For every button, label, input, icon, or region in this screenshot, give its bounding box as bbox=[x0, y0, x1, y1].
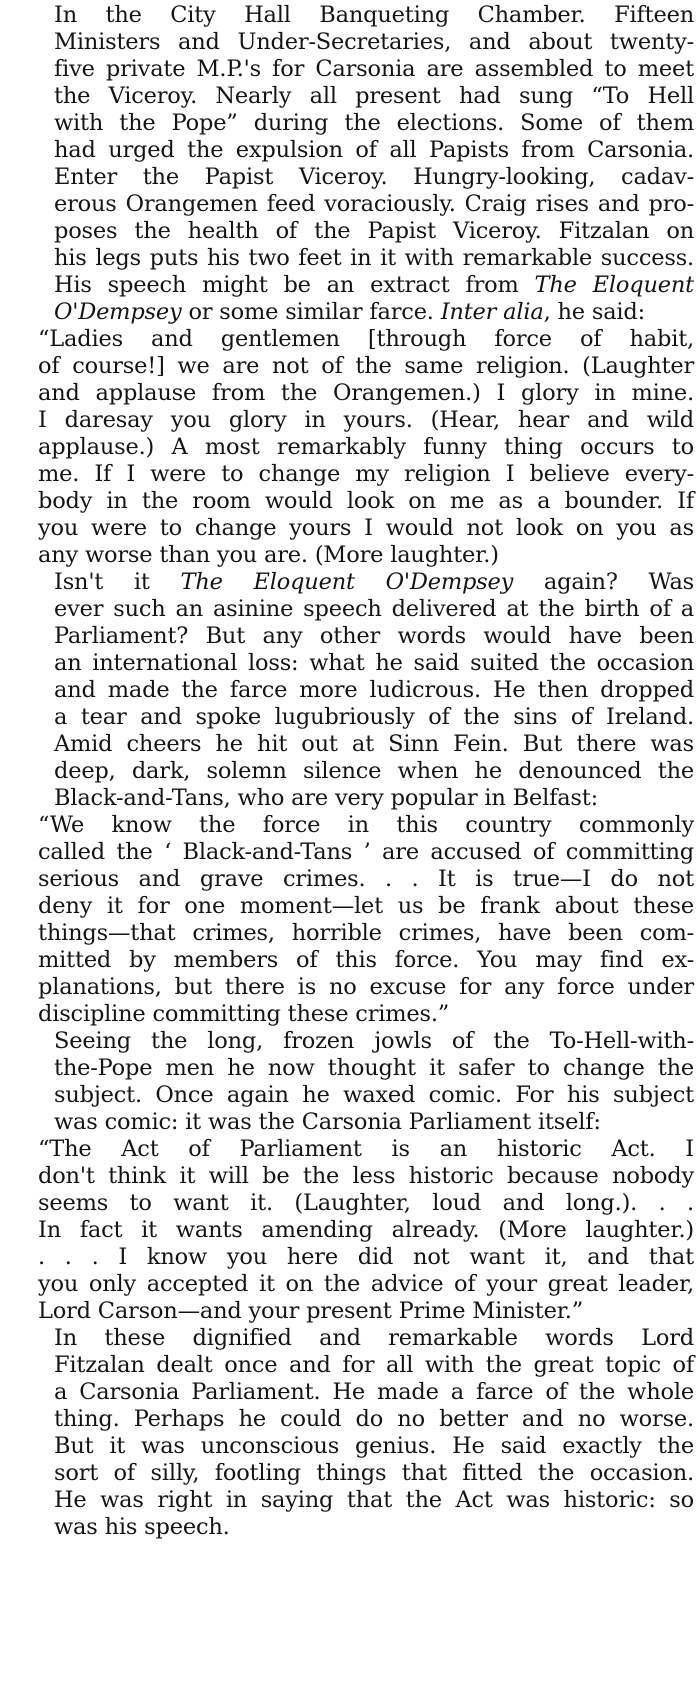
text-line: a tear and spoke lugubriously of the sins of Ireland. bbox=[54, 704, 694, 730]
text-line: “The Act of Parliament is an historic Act. I bbox=[38, 1136, 694, 1162]
text-line: applause.) A most remarkably funny thing occurs to bbox=[38, 434, 694, 460]
paragraph-asinine-speech bbox=[6, 569, 694, 812]
document-page bbox=[6, 2, 694, 1541]
text-line: and applause from the Orangemen.) I glory in mine. bbox=[38, 380, 694, 406]
text-line: planations, but there is no excuse for any force under bbox=[38, 974, 694, 1000]
text-line: Amid cheers he hit out at Sinn Fein. But there was bbox=[54, 731, 694, 757]
text-line: of course!] we are not of the same religion. (Laughter bbox=[38, 353, 694, 379]
text-line: any worse than you are. (More laughter.) bbox=[38, 542, 499, 568]
text-line: was comic: it was the Carsonia Parliament itself: bbox=[54, 1109, 601, 1135]
paragraph-speech-black-and-tans bbox=[6, 812, 694, 1028]
text-line: In the City Hall Banqueting Chamber. Fifteen bbox=[54, 2, 694, 28]
text-line: and made the farce more ludicrous. He then dropped bbox=[54, 677, 694, 703]
text-line: body in the room would look on me as a bounder. If bbox=[38, 488, 694, 514]
text-line: In fact it wants amending already. (More laughter.) bbox=[38, 1217, 694, 1243]
text-line: the Viceroy. Nearly all present had sung “To Hell bbox=[54, 83, 694, 109]
text-line: sort of silly, footling things that fitted the occasion. bbox=[54, 1460, 694, 1486]
text-line: deep, dark, solemn silence when he denounced the bbox=[54, 758, 694, 784]
text-line: was his speech. bbox=[54, 1514, 230, 1540]
text-line: thing. Perhaps he could do no better and no worse. bbox=[54, 1406, 694, 1432]
text-line: had urged the expulsion of all Papists from Carsonia. bbox=[54, 137, 694, 163]
paragraph-speech-religion bbox=[6, 326, 694, 569]
text-line: “Ladies and gentlemen [through force of habit, bbox=[38, 326, 694, 352]
text-line: erous Orangemen feed voraciously. Craig rises and pro- bbox=[54, 191, 694, 217]
paragraph-banquet bbox=[6, 2, 694, 326]
text-line: Seeing the long, frozen jowls of the To-Hell-with- bbox=[54, 1028, 694, 1054]
text-line: called the ‘ Black-and-Tans ’ are accused of committing bbox=[38, 839, 694, 865]
text-line: poses the health of the Papist Viceroy. Fitzalan on bbox=[54, 218, 694, 244]
text-line: discipline committing these crimes.” bbox=[38, 1001, 450, 1027]
text-line: I daresay you glory in yours. (Hear, hear and wild bbox=[38, 407, 694, 433]
text-line: his legs puts his two feet in it with remarkable success. bbox=[54, 245, 694, 271]
text-line: a Carsonia Parliament. He made a farce of the whole bbox=[54, 1379, 694, 1405]
text-line: ever such an asinine speech delivered at the birth of a bbox=[54, 596, 694, 622]
text-line: subject. Once again he waxed comic. For his subject bbox=[54, 1082, 694, 1108]
paragraph-conclusion bbox=[6, 1325, 694, 1541]
text-line: He was right in saying that the Act was historic: so bbox=[54, 1487, 694, 1513]
text-line: Ministers and Under-Secretaries, and about twenty- bbox=[54, 29, 694, 55]
text-line: . . . I know you here did not want it, and that bbox=[38, 1244, 694, 1270]
text-line: things—that crimes, horrible crimes, have been com- bbox=[38, 920, 694, 946]
paragraph-speech-historic-act bbox=[6, 1136, 694, 1325]
text-line: Fitzalan dealt once and for all with the great topic of bbox=[54, 1352, 694, 1378]
text-line: Parliament? But any other words would have been bbox=[54, 623, 694, 649]
text-line: you only accepted it on the advice of your great leader, bbox=[38, 1271, 694, 1297]
text-line: five private M.P.'s for Carsonia are assembled to meet bbox=[54, 56, 694, 82]
text-line: Black-and-Tans, who are very popular in Belfast: bbox=[54, 785, 599, 811]
text-line: serious and grave crimes. . . It is true—I do not bbox=[38, 866, 694, 892]
text-line: with the Pope” during the elections. Some of them bbox=[54, 110, 694, 136]
text-line: you were to change yours I would not look on you as bbox=[38, 515, 694, 541]
text-line: me. If I were to change my religion I believe every- bbox=[38, 461, 694, 487]
text-line: “We know the force in this country commonly bbox=[38, 812, 694, 838]
text-line: seems to want it. (Laughter, loud and long.). . . bbox=[38, 1190, 694, 1216]
paragraph-frozen-jowls bbox=[6, 1028, 694, 1136]
text-line: don't think it will be the less historic because nobody bbox=[38, 1163, 694, 1189]
text-line: an international loss: what he said suited the occasion bbox=[54, 650, 694, 676]
text-line: mitted by members of this force. You may find ex- bbox=[38, 947, 694, 973]
text-line: Lord Carson—and your present Prime Minister.” bbox=[38, 1298, 584, 1324]
text-line: But it was unconscious genius. He said exactly the bbox=[54, 1433, 694, 1459]
text-line: O'Dempsey or some similar farce. Inter alia, he said: bbox=[54, 299, 645, 325]
text-line: the-Pope men he now thought it safer to change the bbox=[54, 1055, 694, 1081]
text-line: His speech might be an extract from The Eloquent bbox=[54, 272, 694, 298]
text-line: deny it for one moment—let us be frank about these bbox=[38, 893, 694, 919]
text-line: Enter the Papist Viceroy. Hungry-looking, cadav- bbox=[54, 164, 694, 190]
text-line: Isn't it The Eloquent O'Dempsey again? Was bbox=[54, 569, 695, 595]
text-line: In these dignified and remarkable words Lord bbox=[54, 1325, 694, 1351]
